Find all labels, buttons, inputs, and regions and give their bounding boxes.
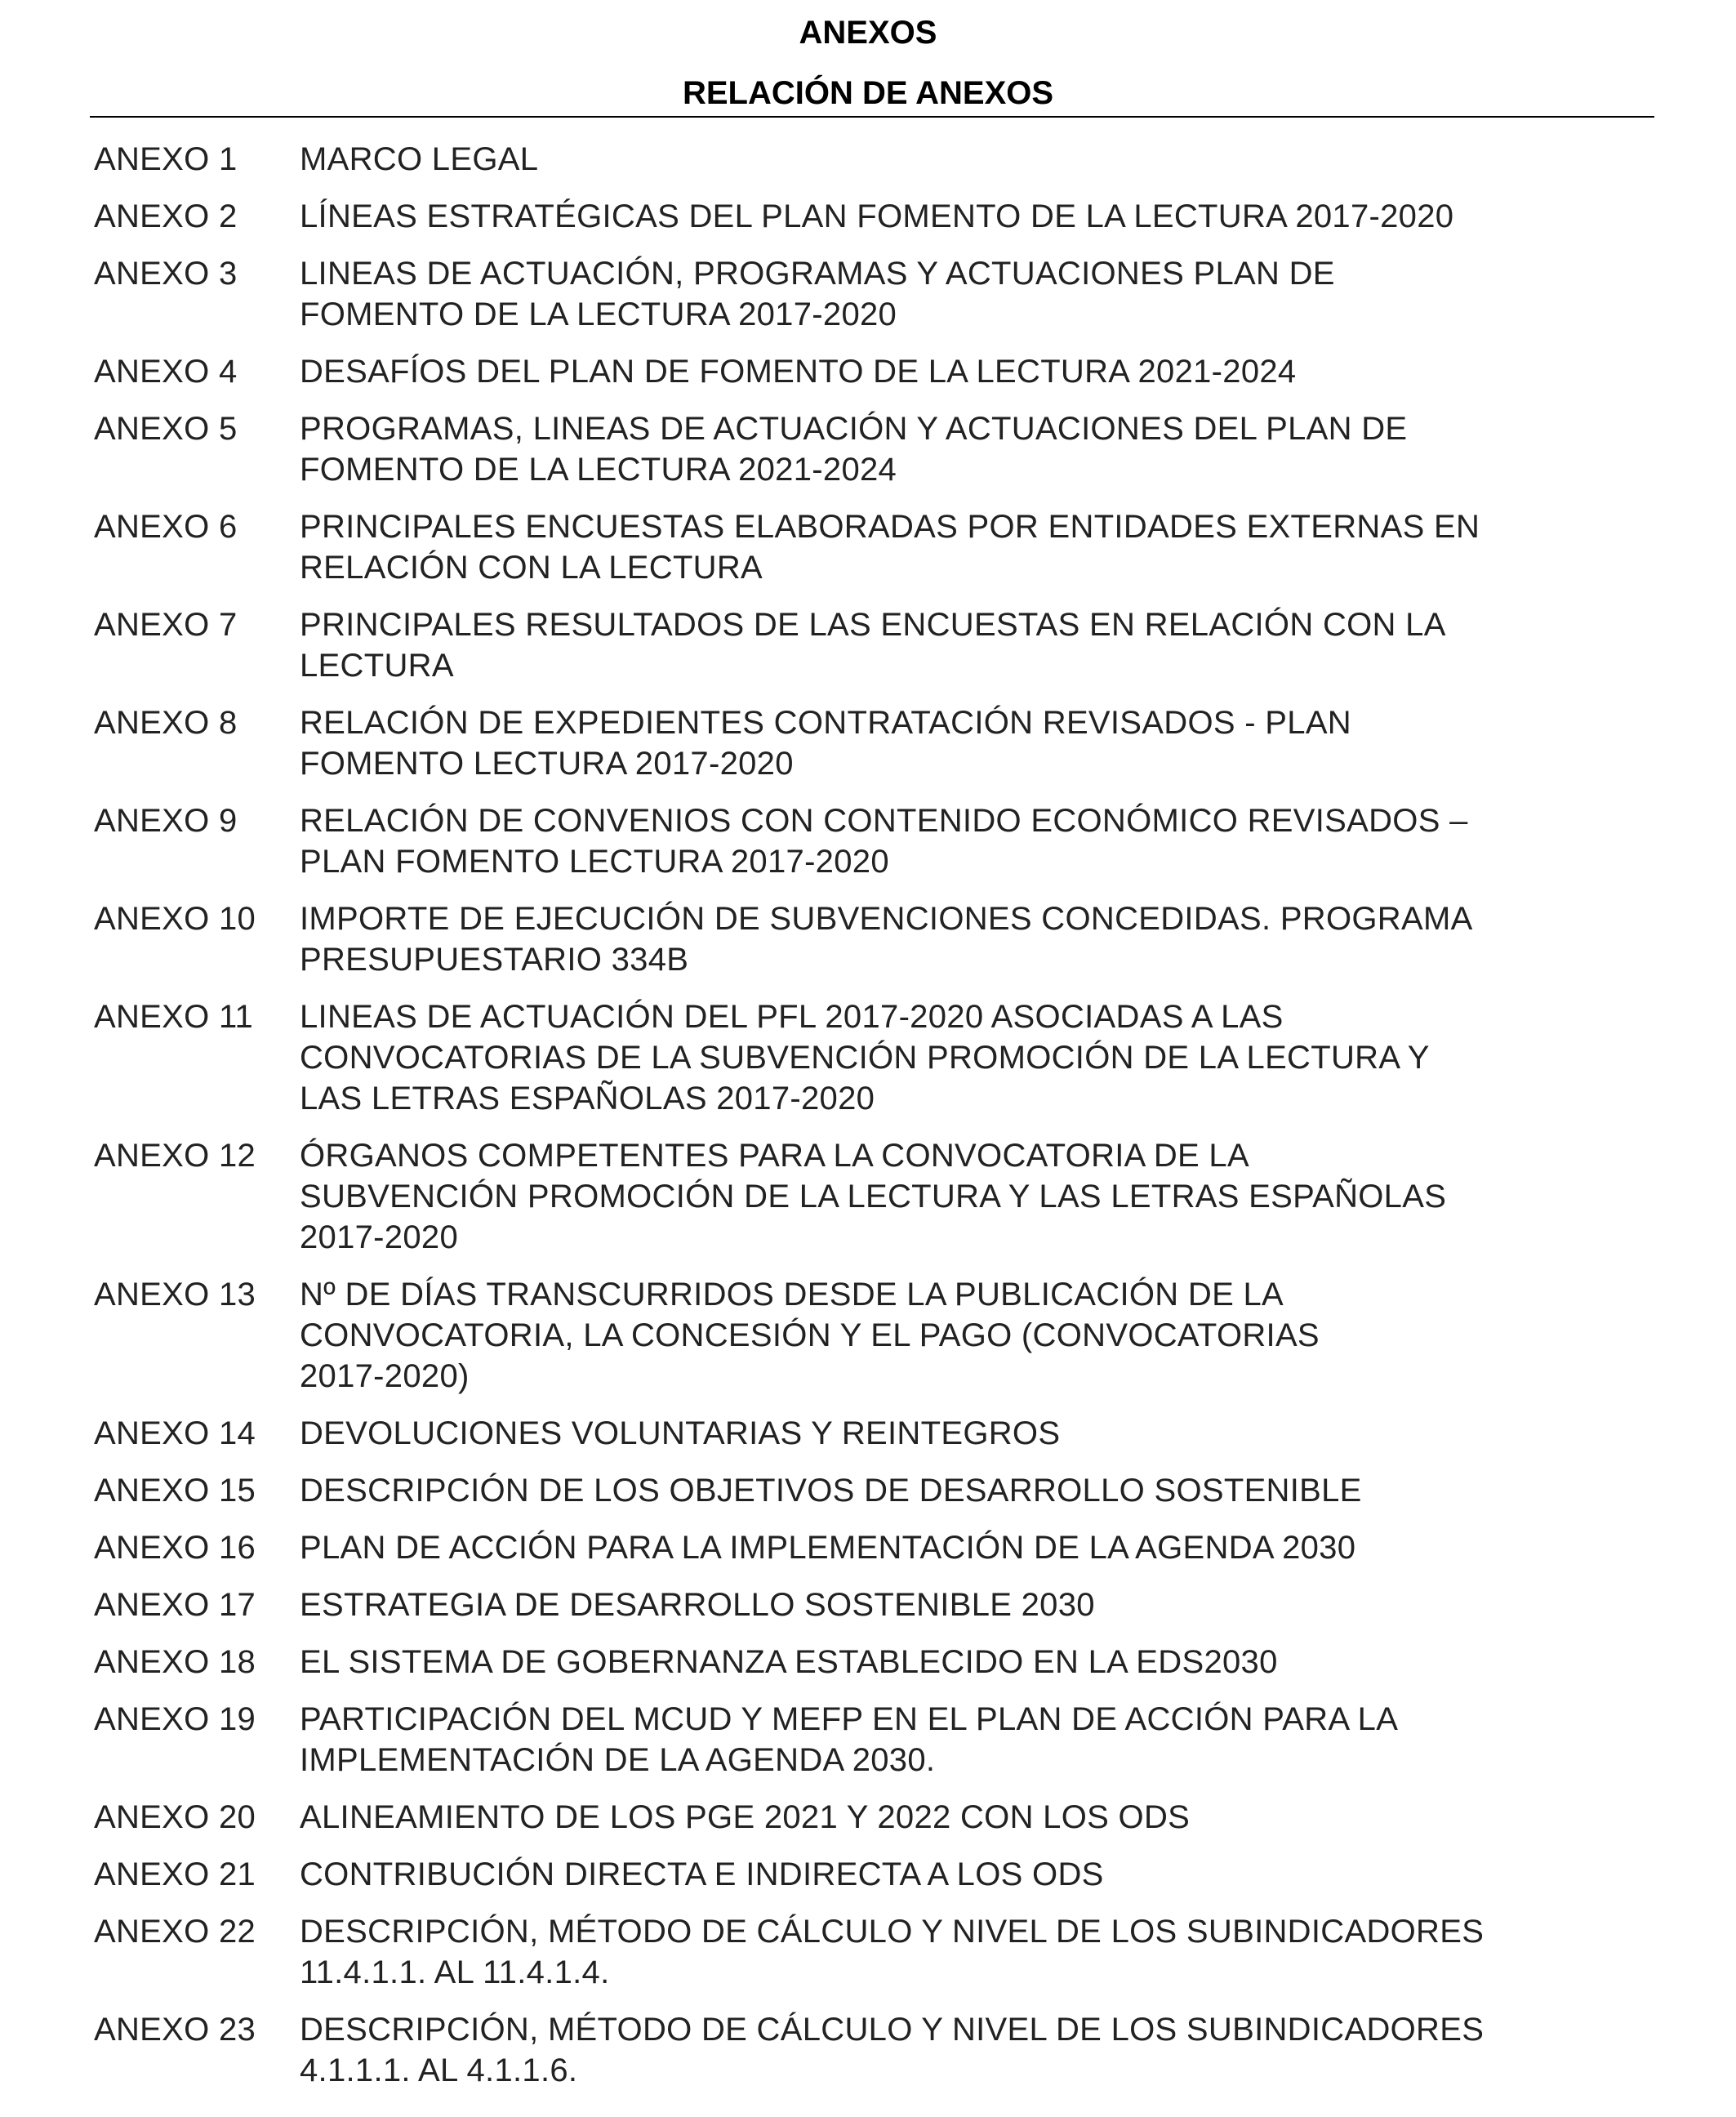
annex-row — [94, 702, 1645, 784]
annex-title-line: FOMENTO DE LA LECTURA 2017-2020 — [300, 296, 897, 332]
annex-title — [300, 898, 1639, 980]
annex-title — [300, 2009, 1639, 2091]
annex-title — [300, 1274, 1639, 1397]
annex-title-line: IMPORTE DE EJECUCIÓN DE SUBVENCIONES CONCEDIDAS. PROGRAMA — [300, 901, 1473, 937]
annex-title-line: 11.4.1.1. AL 11.4.1.4. — [300, 1954, 610, 1990]
annex-title — [300, 604, 1639, 686]
annex-title-line: LÍNEAS ESTRATÉGICAS DEL PLAN FOMENTO DE LA LECTURA 2017-2020 — [300, 198, 1454, 234]
annex-row — [94, 996, 1645, 1119]
annex-number: ANEXO 13 — [94, 1277, 256, 1313]
annex-title-line: CONTRIBUCIÓN DIRECTA E INDIRECTA A LOS ODS — [300, 1856, 1104, 1892]
annex-title-line: Nº DE DÍAS TRANSCURRIDOS DESDE LA PUBLICACIÓN DE LA — [300, 1277, 1284, 1313]
annex-title-line: MARCO LEGAL — [300, 141, 539, 177]
annex-title — [300, 139, 1639, 180]
annex-number: ANEXO 15 — [94, 1473, 256, 1509]
annex-list — [94, 139, 1645, 2107]
annex-title — [300, 1584, 1639, 1625]
annex-title-line: ESTRATEGIA DE DESARROLLO SOSTENIBLE 2030 — [300, 1587, 1095, 1623]
annex-number: ANEXO 21 — [94, 1856, 256, 1892]
annex-title — [300, 408, 1639, 490]
annex-number: ANEXO 19 — [94, 1701, 256, 1737]
annex-title-line: RELACIÓN CON LA LECTURA — [300, 550, 763, 586]
annex-row — [94, 1797, 1645, 1838]
annex-number: ANEXO 4 — [94, 354, 238, 390]
annex-number: ANEXO 9 — [94, 803, 238, 839]
annex-title — [300, 996, 1639, 1119]
annex-number: ANEXO 12 — [94, 1138, 256, 1174]
annex-title-line: RELACIÓN DE CONVENIOS CON CONTENIDO ECONÓMICO REVISADOS – — [300, 803, 1468, 839]
annex-title-line: FOMENTO DE LA LECTURA 2021-2024 — [300, 452, 897, 488]
annex-row — [94, 1699, 1645, 1781]
annex-row — [94, 898, 1645, 980]
annex-title-line: 2017-2020 — [300, 1219, 458, 1255]
annex-title — [300, 1797, 1639, 1838]
annex-row — [94, 604, 1645, 686]
annex-title — [300, 253, 1639, 335]
annex-title — [300, 1470, 1639, 1511]
annex-title-line: DESCRIPCIÓN DE LOS OBJETIVOS DE DESARROLLO SOSTENIBLE — [300, 1473, 1362, 1509]
annex-title — [300, 1413, 1639, 1454]
annex-title — [300, 196, 1639, 237]
annex-title-line: ALINEAMIENTO DE LOS PGE 2021 Y 2022 CON LOS ODS — [300, 1799, 1191, 1835]
annex-row — [94, 1274, 1645, 1397]
annex-row — [94, 196, 1645, 237]
header-divider — [90, 116, 1654, 118]
annex-number: ANEXO 7 — [94, 607, 238, 643]
annex-title-line: DESAFÍOS DEL PLAN DE FOMENTO DE LA LECTURA 2021-2024 — [300, 354, 1297, 390]
annex-row — [94, 253, 1645, 335]
annex-number: ANEXO 17 — [94, 1587, 256, 1623]
annex-title — [300, 351, 1639, 392]
annex-title — [300, 1642, 1639, 1682]
annex-title-line: PLAN DE ACCIÓN PARA LA IMPLEMENTACIÓN DE LA AGENDA 2030 — [300, 1530, 1356, 1566]
annex-number: ANEXO 8 — [94, 705, 238, 741]
annex-title-line: IMPLEMENTACIÓN DE LA AGENDA 2030. — [300, 1742, 936, 1778]
annex-row — [94, 800, 1645, 882]
annex-title — [300, 506, 1639, 588]
annex-title-line: PLAN FOMENTO LECTURA 2017-2020 — [300, 844, 889, 880]
annex-row — [94, 139, 1645, 180]
page-title: ANEXOS — [799, 15, 937, 51]
annex-title-line: RELACIÓN DE EXPEDIENTES CONTRATACIÓN REVISADOS - PLAN — [300, 705, 1351, 741]
annex-title-line: PRINCIPALES RESULTADOS DE LAS ENCUESTAS EN RELACIÓN CON LA — [300, 607, 1446, 643]
annex-title-line: DESCRIPCIÓN, MÉTODO DE CÁLCULO Y NIVEL DE LOS SUBINDICADORES — [300, 1914, 1485, 1950]
annex-row — [94, 408, 1645, 490]
annex-row — [94, 1642, 1645, 1682]
annex-title-line: LINEAS DE ACTUACIÓN DEL PFL 2017-2020 ASOCIADAS A LAS — [300, 999, 1284, 1035]
annex-number: ANEXO 10 — [94, 901, 256, 937]
annex-title-line: PROGRAMAS, LINEAS DE ACTUACIÓN Y ACTUACIONES DEL PLAN DE — [300, 411, 1408, 447]
annex-number: ANEXO 16 — [94, 1530, 256, 1566]
annex-title — [300, 1699, 1639, 1781]
annex-row — [94, 506, 1645, 588]
annex-title-line: 4.1.1.1. AL 4.1.1.6. — [300, 2052, 578, 2088]
annex-number: ANEXO 18 — [94, 1644, 256, 1680]
annex-row — [94, 1527, 1645, 1568]
annex-title — [300, 800, 1639, 882]
annex-number: ANEXO 23 — [94, 2012, 256, 2048]
annex-row — [94, 1135, 1645, 1258]
annex-title-line: CONVOCATORIA, LA CONCESIÓN Y EL PAGO (CONVOCATORIAS — [300, 1317, 1320, 1353]
annex-title-line: DESCRIPCIÓN, MÉTODO DE CÁLCULO Y NIVEL DE LOS SUBINDICADORES — [300, 2012, 1485, 2048]
annex-number: ANEXO 5 — [94, 411, 238, 447]
annex-number: ANEXO 3 — [94, 256, 238, 292]
annex-title-line: FOMENTO LECTURA 2017-2020 — [300, 746, 794, 782]
annex-title-line: PRESUPUESTARIO 334B — [300, 942, 689, 978]
annex-title-line: ÓRGANOS COMPETENTES PARA LA CONVOCATORIA DE LA — [300, 1138, 1249, 1174]
annex-row — [94, 1470, 1645, 1511]
annex-title-line: LINEAS DE ACTUACIÓN, PROGRAMAS Y ACTUACIONES PLAN DE — [300, 256, 1335, 292]
annex-number: ANEXO 2 — [94, 198, 238, 234]
annex-number: ANEXO 14 — [94, 1415, 256, 1451]
annex-title-line: SUBVENCIÓN PROMOCIÓN DE LA LECTURA Y LAS LETRAS ESPAÑOLAS — [300, 1179, 1447, 1214]
annex-title — [300, 1911, 1639, 1993]
annex-title-line: 2017-2020) — [300, 1358, 470, 1394]
annex-title-line: LECTURA — [300, 648, 454, 684]
annex-row — [94, 1584, 1645, 1625]
annex-number: ANEXO 20 — [94, 1799, 256, 1835]
annex-title-line: CONVOCATORIAS DE LA SUBVENCIÓN PROMOCIÓN DE LA LECTURA Y — [300, 1040, 1430, 1076]
annex-row — [94, 1413, 1645, 1454]
section-subtitle: RELACIÓN DE ANEXOS — [682, 75, 1054, 111]
annex-title — [300, 1135, 1639, 1258]
annex-number: ANEXO 6 — [94, 509, 238, 545]
annex-number: ANEXO 1 — [94, 141, 238, 177]
annex-title-line: DEVOLUCIONES VOLUNTARIAS Y REINTEGROS — [300, 1415, 1061, 1451]
annex-row — [94, 2009, 1645, 2091]
annex-row — [94, 1854, 1645, 1895]
annex-number: ANEXO 22 — [94, 1914, 256, 1950]
annex-title-line: EL SISTEMA DE GOBERNANZA ESTABLECIDO EN LA EDS2030 — [300, 1644, 1278, 1680]
annex-title — [300, 1854, 1639, 1895]
annex-title — [300, 1527, 1639, 1568]
annex-title — [300, 702, 1639, 784]
annex-row — [94, 351, 1645, 392]
annex-number: ANEXO 11 — [94, 999, 254, 1035]
annex-row — [94, 1911, 1645, 1993]
annex-title-line: PARTICIPACIÓN DEL MCUD Y MEFP EN EL PLAN DE ACCIÓN PARA LA — [300, 1701, 1399, 1737]
annex-title-line: PRINCIPALES ENCUESTAS ELABORADAS POR ENTIDADES EXTERNAS EN — [300, 509, 1480, 545]
annex-title-line: LAS LETRAS ESPAÑOLAS 2017-2020 — [300, 1081, 875, 1116]
